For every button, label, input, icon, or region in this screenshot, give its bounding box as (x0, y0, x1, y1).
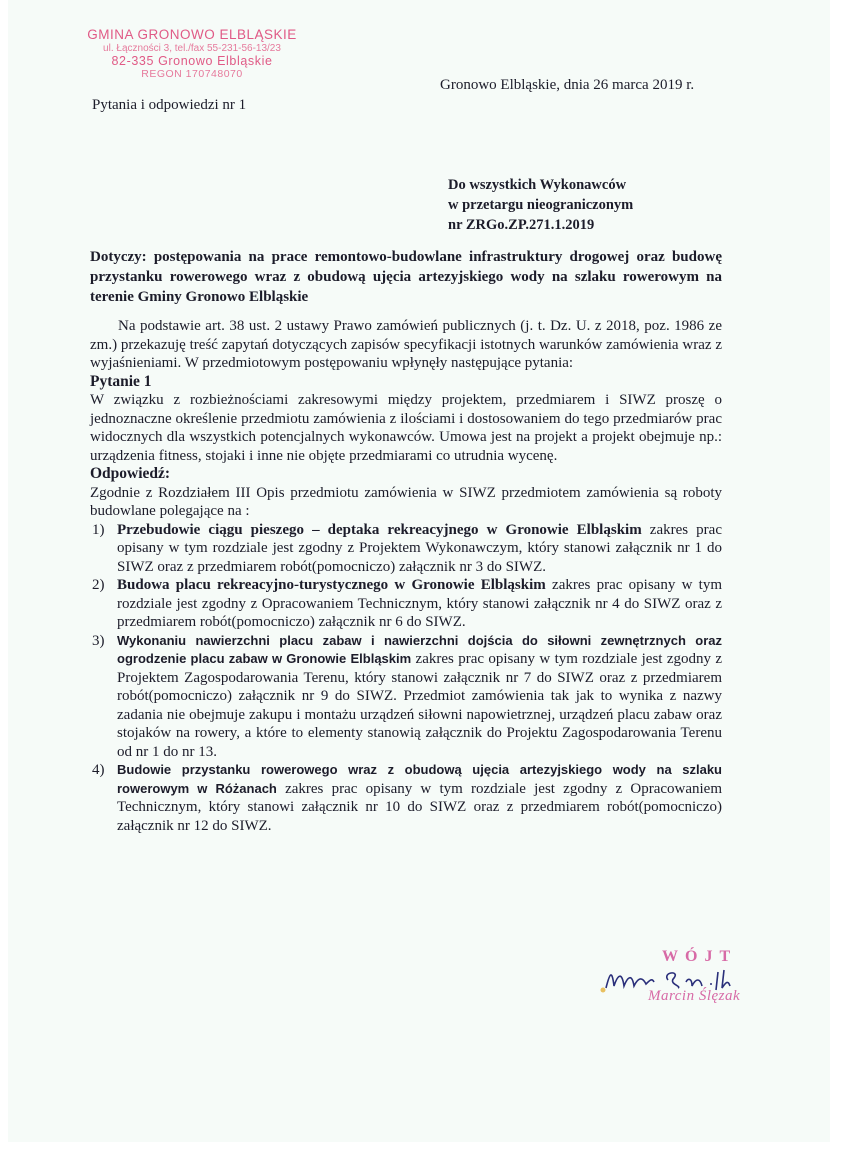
stamp-name: GMINA GRONOWO ELBLĄSKIE (87, 27, 297, 42)
stamp-postal: 82-335 Gronowo Elbląskie (111, 54, 273, 69)
stamp-address: ul. Łączności 3, tel./fax 55-231-56-13/23 (103, 42, 281, 54)
addressee-line: w przetargu nieograniczonym (448, 197, 634, 213)
addressee-line: Do wszystkich Wykonawców (448, 177, 627, 193)
scope-item (90, 632, 722, 762)
municipality-stamp (82, 27, 302, 80)
stamp-regon: REGON 170748070 (141, 68, 243, 81)
scope-list (90, 521, 722, 836)
signatory-name: Marcin Ślęzak (648, 988, 741, 1004)
item-text: zakres prac opisany w tym rozdziale jest zgodny z Opracowaniem Technicznym, który stanowi załącznik nr 10 do SIWZ oraz z przedmiarem robót(pomocniczo) załącznik nr 12 do SIWZ. (117, 780, 722, 834)
item-number: 4) (92, 762, 105, 778)
document-title: Pytania i odpowiedzi nr 1 (92, 97, 247, 113)
item-text: zakres prac opisany w tym rozdziale jest zgodny z Projektem Zagospodarowania Terenu, który stanowi załącznik nr 7 do SIWZ oraz z przedmiarem robót(pomocniczo) załącznik nr 9 do SIWZ. Przedmiot zamówienia tak jak to wynika z nazwy zadania nie obejmuje zakupu i montażu urządzeń siłowni napowietrznej, urządzeń placu zabaw oraz stojaków na rowery, a które to elementy stanowią załącznik do Projektu Zagospodarowania Terenu od nr 1 do nr 13. (117, 651, 722, 760)
document-date: Gronowo Elbląskie, dnia 26 marca 2019 r. (440, 77, 695, 93)
document-body (90, 317, 722, 835)
answer-heading: Odpowiedź: (90, 465, 171, 482)
item-text: zakres prac opisany w tym rozdziale jest zgodny z Opracowaniem Technicznym, który stanowi załącznik nr 4 do SIWZ oraz z przedmiarem robót(pomocniczo) załącznik nr 6 do SIWZ. (117, 577, 722, 630)
item-title: Wykonaniu nawierzchni placu zabaw i nawierzchni dojścia do siłowni zewnętrznych oraz ogrodzenie placu zabaw w Gronowie Elbląskim (117, 632, 722, 666)
scope-item (90, 521, 722, 577)
item-text: zakres prac opisany w tym rozdziale jest zgodny z Projektem Wykonawczym, który stanowi załącznik nr 1 do SIWZ oraz z przedmiarem robót(pomocniczo) załącznik nr 3 do SIWZ. (117, 521, 722, 575)
question-text: W związku z rozbieżnościami zakresowymi między projektem, przedmiarem i SIWZ proszę o jednoznaczne określenie przedmiotu zamówienia z ilościami i dostosowaniem do tego przedmiarów prac widocznych dla wszystkich potencjalnych wykonawców. Umowa jest na projekt a projekt obejmuje np.: urządzenia fitness, stojaki i inne nie objęte przedmiarami co utrudnia wycenę. (90, 392, 722, 464)
reference-number: nr ZRGo.ZP.271.1.2019 (448, 217, 595, 233)
signature-block (598, 948, 778, 1018)
item-number: 2) (92, 577, 105, 593)
addressee-block (448, 175, 633, 235)
answer-intro: Zgodnie z Rozdziałem III Opis przedmiotu zamówienia w SIWZ przedmiotem zamówienia są roboty budowlane polegające na : (90, 484, 722, 519)
scope-item (90, 576, 722, 632)
item-number: 1) (92, 521, 105, 538)
item-number: 3) (92, 632, 105, 649)
item-title: Budowa placu rekreacyjno-turystycznego w Gronowie Elbląskim (117, 577, 546, 593)
item-title: Budowie przystanku rowerowego wraz z obudową ujęcia artezyjskiego wody na szlaku rowerowym w Różanach (117, 762, 722, 796)
signature-title: WÓJT (662, 948, 738, 965)
intro-paragraph: Na podstawie art. 38 ust. 2 ustawy Prawo zamówień publicznych (j. t. Dz. U. z 2018, poz. 1986 ze zm.) przekazuję treść zapytań dotyczących zapisów specyfikacji istotnych warunków zamówienia wraz z wyjaśnieniami. W przedmiotowym postępowaniu wpłynęły następujące pytania: (90, 318, 722, 371)
scope-item (90, 761, 722, 835)
item-title: Przebudowie ciągu pieszego – deptaka rekreacyjnego w Gronowie Elbląskim (117, 521, 642, 538)
question-heading: Pytanie 1 (90, 372, 152, 390)
subject: Dotyczy: postępowania na prace remontowo-budowlane infrastruktury drogowej oraz budowę przystanku rowerowego wraz z obudową ujęcia artezyjskiego wody na szlaku rowerowym na terenie Gminy Gronowo Elbląskie (90, 249, 722, 305)
